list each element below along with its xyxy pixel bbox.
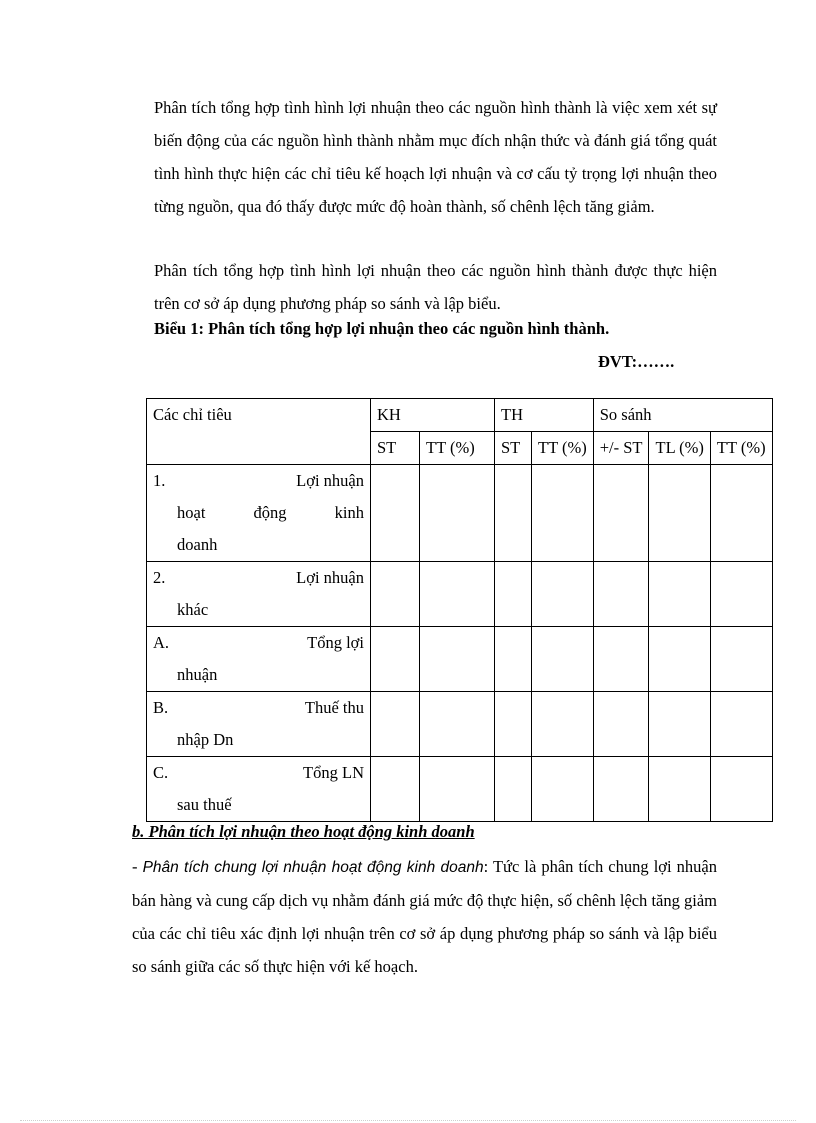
table-cell	[649, 562, 710, 627]
unit-label: ĐVT:…….	[598, 352, 675, 371]
intro-paragraph-1: Phân tích tổng hợp tình hình lợi nhuận theo các nguồn hình thành là việc xem xét sự biến động của các nguồn hình thành nhằm mục đích nhận thức và đánh giá tổng quát tình hình thực hiện các chỉ tiêu kế hoạch lợi nhuận và cơ cấu tỷ trọng lợi nhuận theo từng nguồn, qua đó thấy được mức độ hoàn thành, số chênh lệch tăng giảm.	[154, 98, 717, 216]
row-label-text: Tổng LN	[303, 763, 364, 782]
row-label-first-line	[153, 627, 364, 659]
row-number: 1.	[153, 471, 166, 490]
row-label-text: Lợi nhuận	[296, 471, 364, 490]
table-cell	[371, 465, 420, 562]
table-cell	[371, 627, 420, 692]
subheader-cell: ST	[371, 432, 420, 465]
table-cell	[593, 562, 649, 627]
table-cell	[593, 692, 649, 757]
row-label-line: nhuận	[177, 665, 218, 684]
table-cell	[649, 757, 710, 822]
table-cell	[371, 562, 420, 627]
page-bottom-rule	[20, 1120, 796, 1121]
row-label-text: Tổng lợi	[307, 633, 364, 652]
table-cell	[371, 757, 420, 822]
table-cell	[532, 757, 594, 822]
table-cell	[593, 757, 649, 822]
table-header-row	[147, 399, 773, 432]
row-label	[147, 465, 371, 562]
table-cell	[532, 465, 594, 562]
table-cell	[420, 757, 495, 822]
intro-paragraph-2: Phân tích tổng hợp tình hình lợi nhuận theo các nguồn hình thành được thực hiện trên cơ sở áp dụng phương pháp so sánh và lập biểu.	[154, 261, 717, 313]
table-cell	[495, 692, 532, 757]
table-caption: Biểu 1: Phân tích tổng hợp lợi nhuận theo các nguồn hình thành.	[154, 319, 610, 338]
table-cell	[420, 562, 495, 627]
row-number: 2.	[153, 568, 166, 587]
table-cell	[532, 562, 594, 627]
subheader-cell: ST	[495, 432, 532, 465]
table-cell	[420, 465, 495, 562]
table-cell	[532, 692, 594, 757]
subheader-cell: +/- ST	[593, 432, 649, 465]
table-cell	[710, 692, 772, 757]
table-row	[147, 627, 773, 692]
row-label-text: Lợi nhuận	[296, 568, 364, 587]
subheader-cell: TL (%)	[649, 432, 710, 465]
table-cell	[710, 562, 772, 627]
section-heading: b. Phân tích lợi nhuận theo hoạt động kinh doanh	[132, 822, 475, 841]
row-label	[147, 562, 371, 627]
row-label-first-line	[153, 692, 364, 724]
row-number: B.	[153, 698, 169, 717]
row-label-first-line	[153, 757, 364, 789]
row-label-line: nhập Dn	[177, 730, 234, 749]
row-label	[147, 627, 371, 692]
row-label-line: khác	[177, 600, 209, 619]
row-number: C.	[153, 763, 169, 782]
table-cell	[710, 465, 772, 562]
table-cell	[649, 692, 710, 757]
table-cell	[420, 692, 495, 757]
table-cell	[593, 465, 649, 562]
section-paragraph	[132, 850, 717, 983]
table-cell	[495, 757, 532, 822]
row-label-line: doanh	[177, 535, 218, 554]
row-label-text: Thuế thu	[304, 698, 364, 717]
table-row	[147, 562, 773, 627]
table-cell	[593, 627, 649, 692]
row-label-line: hoạt động kinh	[177, 503, 364, 522]
header-indicator: Các chỉ tiêu	[147, 399, 371, 465]
header-th: TH	[495, 399, 594, 432]
row-label-line: sau thuế	[177, 795, 232, 814]
row-number: A.	[153, 633, 170, 652]
profit-analysis-table	[146, 398, 773, 822]
row-label	[147, 757, 371, 822]
table-cell	[371, 692, 420, 757]
row-label	[147, 692, 371, 757]
table-cell	[649, 465, 710, 562]
table-cell	[495, 465, 532, 562]
table-cell	[649, 627, 710, 692]
table-cell	[420, 627, 495, 692]
subheader-cell: TT (%)	[710, 432, 772, 465]
paragraph-dash: -	[132, 857, 143, 876]
table-cell	[495, 562, 532, 627]
paragraph-lead: Phân tích chung lợi nhuận hoạt động kinh doanh	[142, 859, 484, 876]
table-cell	[710, 627, 772, 692]
table-row	[147, 757, 773, 822]
table-row	[147, 465, 773, 562]
header-compare: So sánh	[593, 399, 772, 432]
row-label-first-line	[153, 465, 364, 497]
paragraph-body: : Tức là phân tích chung lợi nhuận bán hàng và cung cấp dịch vụ nhằm đánh giá mức độ thực hiện, số chênh lệch tăng giảm của các chỉ tiêu xác định lợi nhuận trên cơ sở áp dụng phương pháp so sánh và lập biểu so sánh giữa các số thực hiện với kế hoạch.	[132, 857, 717, 976]
row-label-first-line	[153, 562, 364, 594]
header-kh: KH	[371, 399, 495, 432]
table-cell	[532, 627, 594, 692]
table-cell	[495, 627, 532, 692]
table-row	[147, 692, 773, 757]
subheader-cell: TT (%)	[532, 432, 594, 465]
table-cell	[710, 757, 772, 822]
subheader-cell: TT (%)	[420, 432, 495, 465]
